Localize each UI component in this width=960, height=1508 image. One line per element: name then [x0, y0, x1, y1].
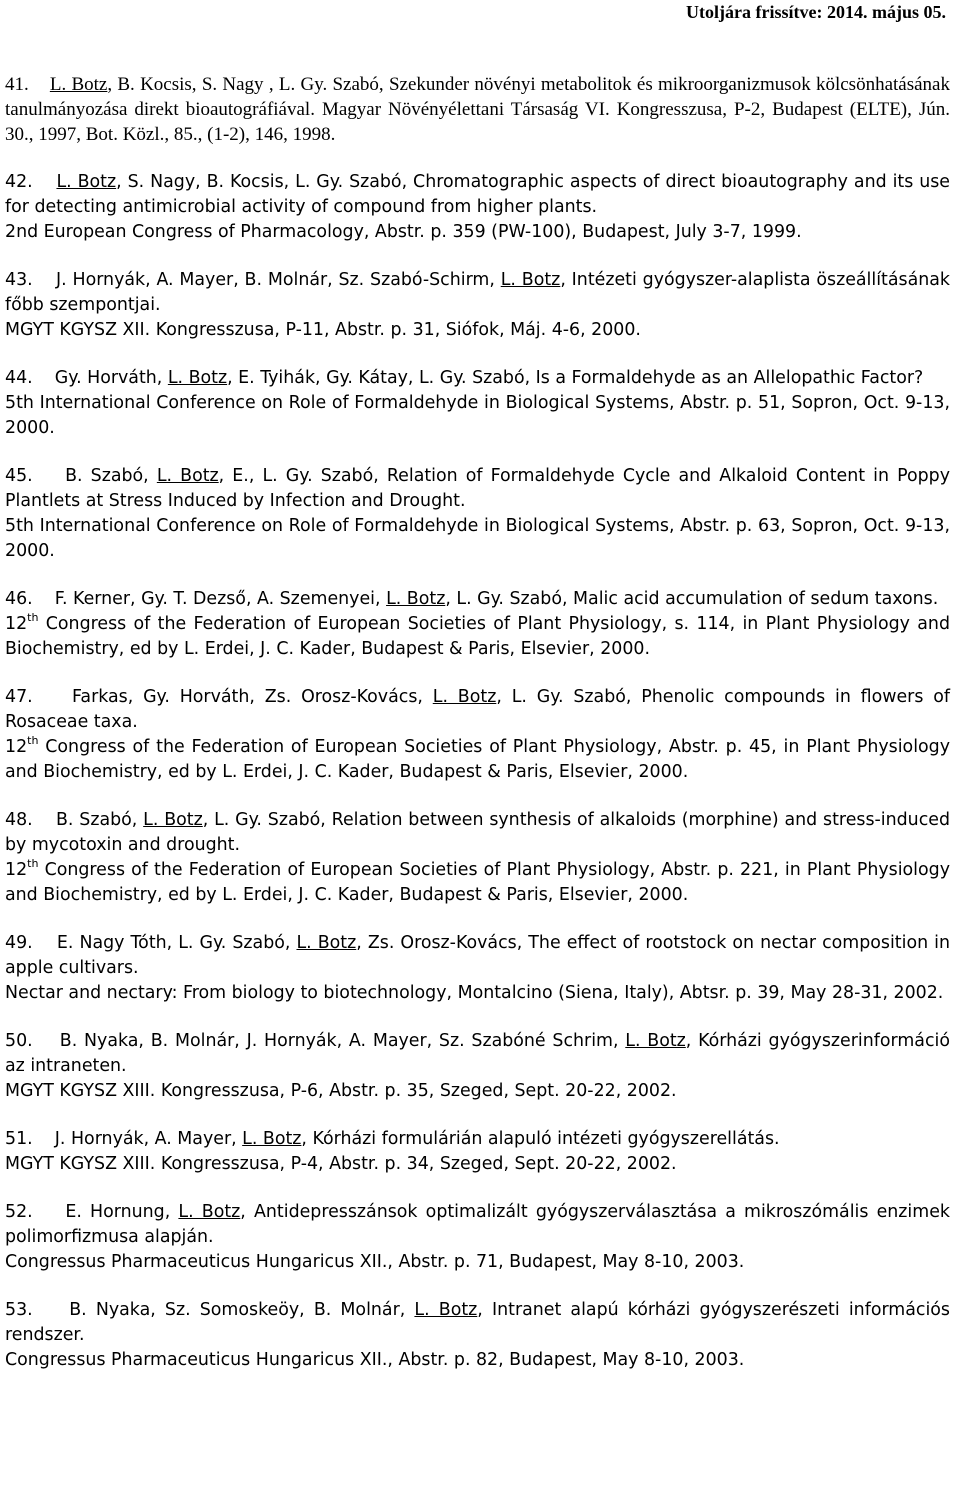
entry-number: 52. [5, 1202, 33, 1222]
source-text: Congress of the Federation of European Societies of Plant Physiology, s. 114, in Plant Physiology and Biochemistry, ed by L. Erdei, J. C. Kader, Budapest & Paris, Elsevier, 2000. [5, 614, 950, 659]
publication-list [5, 72, 950, 1396]
entry-authors: J. Hornyák, A. Mayer, B. Molnár, Sz. Szabó-Schirm, [56, 270, 501, 290]
publication-entry-44 [5, 366, 950, 441]
author-highlight: L. Botz [56, 172, 117, 192]
entry-authors-tail: , E., L. Gy. Szabó, [218, 466, 379, 486]
entry-source: Nectar and nectary: From biology to biotechnology, Montalcino (Siena, Italy), Abtsr. p. 39, May 28-31, 2002. [5, 983, 944, 1003]
entry-number: 46. [5, 589, 33, 609]
publication-entry-50 [5, 1029, 950, 1104]
entry-citation [5, 268, 950, 318]
entry-title: Relation of Formaldehyde Cycle and Alkaloid Content in Poppy Plantlets at Stress Induced by Infection and Drought. [5, 466, 951, 511]
entry-authors: B. Nyaka, Sz. Somoskeöy, B. Molnár, [69, 1300, 415, 1320]
entry-source: Congressus Pharmaceuticus Hungaricus XII., Abstr. p. 71, Budapest, May 8-10, 2003. [5, 1252, 745, 1272]
entry-number: 42. [5, 172, 33, 192]
entry-authors-tail: , L. Gy. Szabó, [496, 687, 632, 707]
source-ordinal: 12 [5, 737, 28, 757]
author-highlight: L. Botz [296, 933, 357, 953]
entry-authors-tail: , L. Gy. Szabó, [445, 589, 568, 609]
entry-citation [5, 366, 950, 391]
entry-authors: , S. Nagy, B. Kocsis, L. Gy. Szabó, [116, 172, 408, 192]
entry-authors: Gy. Horváth, [54, 368, 168, 388]
author-highlight: L. Botz [500, 270, 561, 290]
entry-number: 44. [5, 368, 33, 388]
entry-title: Kórházi gyógyszerinformáció az intraneten. [5, 1031, 950, 1076]
entry-number: 53. [5, 1300, 33, 1320]
publication-entry-41 [5, 72, 950, 147]
entry-authors-tail: , Zs. Orosz-Kovács, [356, 933, 523, 953]
entry-authors-tail: , L. Gy. Szabó, [202, 810, 326, 830]
publication-entry-43 [5, 268, 950, 343]
entry-citation [5, 1200, 950, 1250]
entry-citation [5, 931, 950, 981]
entry-source: Magyar Növényélettani Társaság VI. Kongresszusa, P-2, Budapest (ELTE), Jún. 30., 1997, Bot. Közl., 85., (1-2), 146, 1998. [5, 99, 951, 145]
author-highlight: L. Botz [178, 1202, 241, 1222]
entry-authors-tail: , [240, 1202, 246, 1222]
entry-authors-tail: , [477, 1300, 483, 1320]
source-ordinal-suffix: th [27, 734, 39, 748]
source-ordinal-suffix: th [27, 611, 39, 625]
entry-source: 2nd European Congress of Pharmacology, Abstr. p. 359 (PW-100), Budapest, July 3-7, 1999. [5, 222, 802, 242]
author-highlight: L. Botz [156, 466, 219, 486]
entry-citation [5, 685, 950, 735]
entry-title: Chromatographic aspects of direct bioautography and its use for detecting antimicrobial activity of compound from higher plants. [5, 172, 951, 217]
author-highlight: L. Botz [386, 589, 446, 609]
entry-title: Szekunder növényi metabolitok és mikroorganizmusok kölcsönhatásának tanulmányozása direkt bioautográfiával. [5, 74, 950, 120]
author-highlight: L. Botz [167, 368, 228, 388]
entry-authors-tail: , [685, 1031, 692, 1051]
entry-title: Phenolic compounds in flowers of Rosaceae taxa. [5, 687, 950, 732]
publication-entry-45 [5, 464, 950, 564]
entry-title: The effect of rootstock on nectar composition in apple cultivars. [5, 933, 951, 978]
entry-source [5, 612, 950, 662]
entry-source: MGYT KGYSZ XIII. Kongresszusa, P-4, Abstr. p. 34, Szeged, Sept. 20-22, 2002. [5, 1154, 677, 1174]
entry-number: 49. [5, 933, 33, 953]
publication-entry-49 [5, 931, 950, 1006]
entry-source: Congressus Pharmaceuticus Hungaricus XII., Abstr. p. 82, Budapest, May 8-10, 2003. [5, 1350, 745, 1370]
publication-entry-51 [5, 1127, 950, 1177]
entry-authors: B. Szabó, [65, 466, 157, 486]
entry-title: Malic acid accumulation of sedum taxons. [567, 589, 939, 609]
entry-source: 5th International Conference on Role of Formaldehyde in Biological Systems, Abstr. p. 63, Sopron, Oct. 9-13, 2000. [5, 516, 950, 561]
author-highlight: L. Botz [625, 1031, 686, 1051]
entry-citation [5, 587, 950, 612]
entry-source [5, 858, 950, 908]
entry-authors: E. Hornung, [65, 1202, 179, 1222]
last-updated-header: Utoljára frissítve: 2014. május 05. [686, 2, 946, 22]
entry-source: MGYT KGYSZ XII. Kongresszusa, P-11, Abstr. p. 31, Siófok, Máj. 4-6, 2000. [5, 320, 641, 340]
entry-authors: B. Szabó, [56, 810, 144, 830]
entry-title: Antidepresszánsok optimalizált gyógyszerválasztása a mikroszómális enzimek polimorfizmusa alapján. [5, 1202, 950, 1247]
entry-citation [5, 808, 950, 858]
publication-entry-46 [5, 587, 950, 662]
publication-entry-47 [5, 685, 950, 785]
author-highlight: L. Botz [143, 810, 203, 830]
entry-authors-tail: , [301, 1129, 307, 1149]
entry-authors-tail: , E. Tyihák, Gy. Kátay, L. Gy. Szabó, [227, 368, 531, 388]
entry-title: Is a Formaldehyde as an Allelopathic Factor? [530, 368, 924, 388]
entry-source: 5th International Conference on Role of Formaldehyde in Biological Systems, Abstr. p. 51, Sopron, Oct. 9-13, 2000. [5, 393, 950, 438]
entry-title: Intranet alapú kórházi gyógyszerészeti információs rendszer. [5, 1300, 950, 1345]
publication-entry-53 [5, 1298, 950, 1373]
entry-citation [5, 464, 950, 514]
author-highlight: L. Botz [414, 1300, 478, 1320]
source-ordinal: 12 [5, 860, 28, 880]
source-ordinal: 12 [5, 614, 28, 634]
entry-number: 50. [5, 1031, 33, 1051]
publication-entry-48 [5, 808, 950, 908]
entry-citation [5, 1029, 950, 1079]
entry-number: 51. [5, 1129, 33, 1149]
entry-citation [5, 1127, 950, 1152]
author-highlight: L. Botz [432, 687, 497, 707]
entry-number: 43. [5, 270, 33, 290]
entry-title: Intézeti gyógyszer-alaplista öszeállításának főbb szempontjai. [5, 270, 950, 315]
publication-entry-52 [5, 1200, 950, 1275]
entry-citation [5, 170, 950, 220]
entry-authors-tail: , [560, 270, 566, 290]
entry-source: MGYT KGYSZ XIII. Kongresszusa, P-6, Abstr. p. 35, Szeged, Sept. 20-22, 2002. [5, 1081, 677, 1101]
author-highlight: L. Botz [49, 74, 108, 95]
entry-authors: J. Hornyák, A. Mayer, [54, 1129, 243, 1149]
source-text: Congress of the Federation of European Societies of Plant Physiology, Abstr. p. 221, in Plant Physiology and Biochemistry, ed by L. Erdei, J. C. Kader, Budapest & Paris, Elsevier, 2000. [5, 860, 950, 905]
entry-authors: Farkas, Gy. Horváth, Zs. Orosz-Kovács, [72, 687, 433, 707]
entry-authors: F. Kerner, Gy. T. Dezső, A. Szemenyei, [54, 589, 387, 609]
entry-number: 48. [5, 810, 33, 830]
author-highlight: L. Botz [242, 1129, 302, 1149]
entry-source [5, 735, 950, 785]
entry-number: 45. [5, 466, 33, 486]
entry-citation [5, 72, 950, 147]
entry-authors: B. Nyaka, B. Molnár, J. Hornyák, A. Mayer, Sz. Szabóné Schrim, [59, 1031, 626, 1051]
source-text: Congress of the Federation of European Societies of Plant Physiology, Abstr. p. 45, in Plant Physiology and Biochemistry, ed by L. Erdei, J. C. Kader, Budapest & Paris, Elsevier, 2000. [5, 737, 950, 782]
entry-authors: E. Nagy Tóth, L. Gy. Szabó, [56, 933, 297, 953]
entry-authors: , B. Kocsis, S. Nagy , L. Gy. Szabó, [107, 74, 384, 95]
entry-number: 41. [5, 74, 29, 95]
entry-title: Relation between synthesis of alkaloids (morphine) and stress-induced by mycotoxin and drought. [5, 810, 951, 855]
entry-title: Kórházi formulárián alapuló intézeti gyógyszerellátás. [306, 1129, 780, 1149]
publication-entry-42 [5, 170, 950, 245]
source-ordinal-suffix: th [27, 857, 39, 871]
entry-citation [5, 1298, 950, 1348]
entry-number: 47. [5, 687, 33, 707]
